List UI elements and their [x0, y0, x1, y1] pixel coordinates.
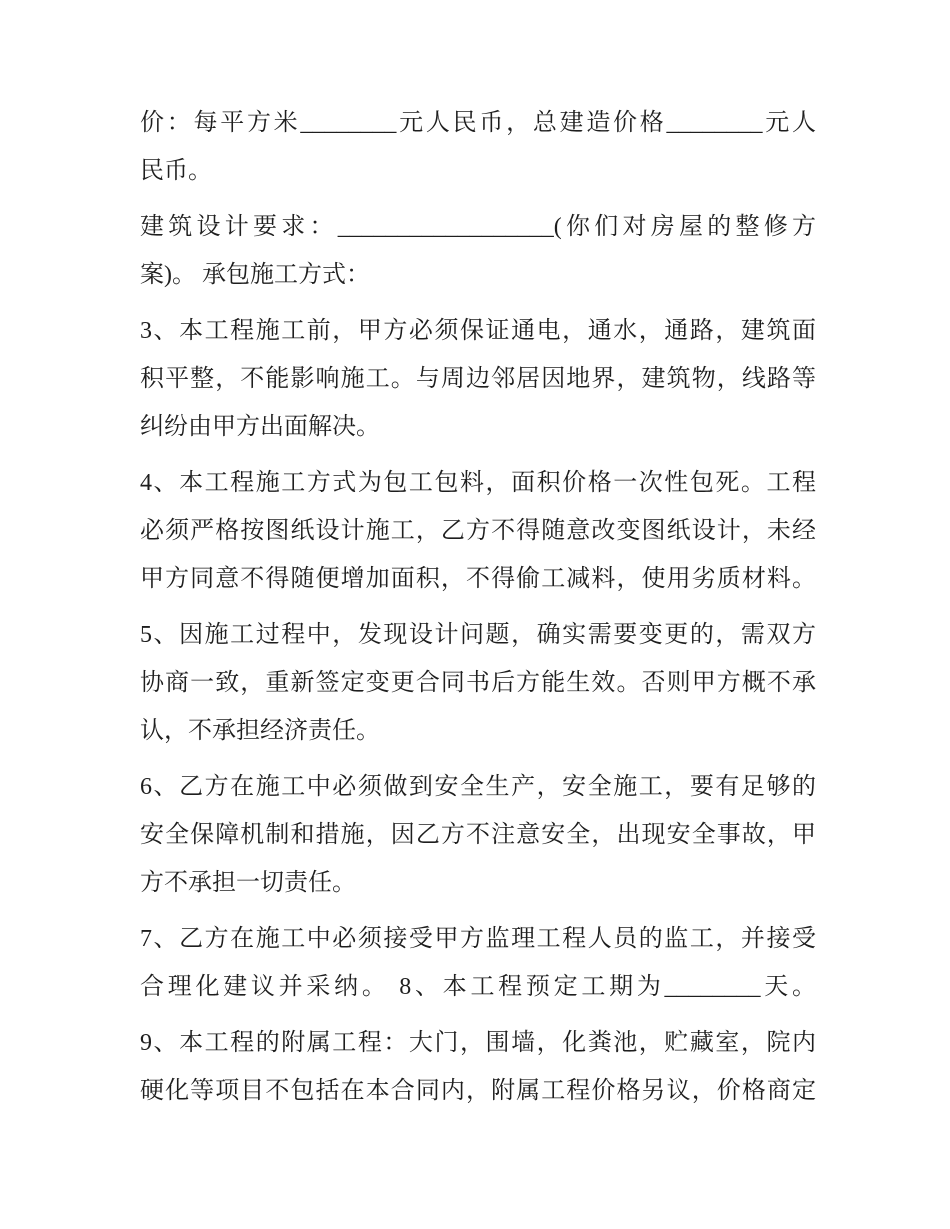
paragraph-clause-4	[140, 459, 816, 603]
paragraph-clause-7-8	[140, 915, 816, 1011]
doc-line: 安全保障机制和措施，因乙方不注意安全，出现安全事故，甲	[140, 822, 816, 848]
doc-line: 方不承担一切责任。	[140, 870, 356, 896]
doc-line: 7、乙方在施工中必须接受甲方监理工程人员的监工，并接受	[140, 926, 816, 952]
doc-line: 价：每平方米________元人民币，总建造价格________元人	[140, 110, 816, 136]
doc-line: 纠纷由甲方出面解决。	[140, 414, 380, 440]
doc-line: 建筑设计要求：__________________(你们对房屋的整修方	[140, 214, 816, 240]
doc-line: 9、本工程的附属工程：大门，围墙，化粪池，贮藏室，院内	[140, 1030, 816, 1056]
doc-line: 认，不承担经济责任。	[140, 718, 380, 744]
doc-line: 4、本工程施工方式为包工包料，面积价格一次性包死。工程	[140, 470, 816, 496]
contract-document	[140, 99, 816, 1123]
doc-line: 3、本工程施工前，甲方必须保证通电，通水，通路，建筑面	[140, 318, 816, 344]
doc-line: 协商一致，重新签定变更合同书后方能生效。否则甲方概不承	[140, 670, 816, 696]
doc-line: 硬化等项目不包括在本合同内，附属工程价格另议，价格商定	[140, 1078, 816, 1104]
paragraph-clause-9	[140, 1019, 816, 1115]
doc-line: 甲方同意不得随便增加面积，不得偷工减料，使用劣质材料。	[140, 566, 816, 592]
doc-line: 民币。	[140, 158, 212, 184]
doc-line: 积平整，不能影响施工。与周边邻居因地界，建筑物，线路等	[140, 366, 816, 392]
paragraph-clause-5	[140, 611, 816, 755]
paragraph-price	[140, 99, 816, 195]
doc-line: 5、因施工过程中，发现设计问题，确实需要变更的，需双方	[140, 622, 816, 648]
paragraph-design-requirements	[140, 203, 816, 299]
doc-line: 必须严格按图纸设计施工，乙方不得随意改变图纸设计，未经	[140, 518, 816, 544]
paragraph-clause-6	[140, 763, 816, 907]
doc-line: 案)。 承包施工方式：	[140, 262, 370, 288]
paragraph-clause-3	[140, 307, 816, 451]
doc-line: 合理化建议并采纳。 8、本工程预定工期为________天。	[140, 974, 816, 1000]
doc-line: 6、乙方在施工中必须做到安全生产，安全施工，要有足够的	[140, 774, 816, 800]
